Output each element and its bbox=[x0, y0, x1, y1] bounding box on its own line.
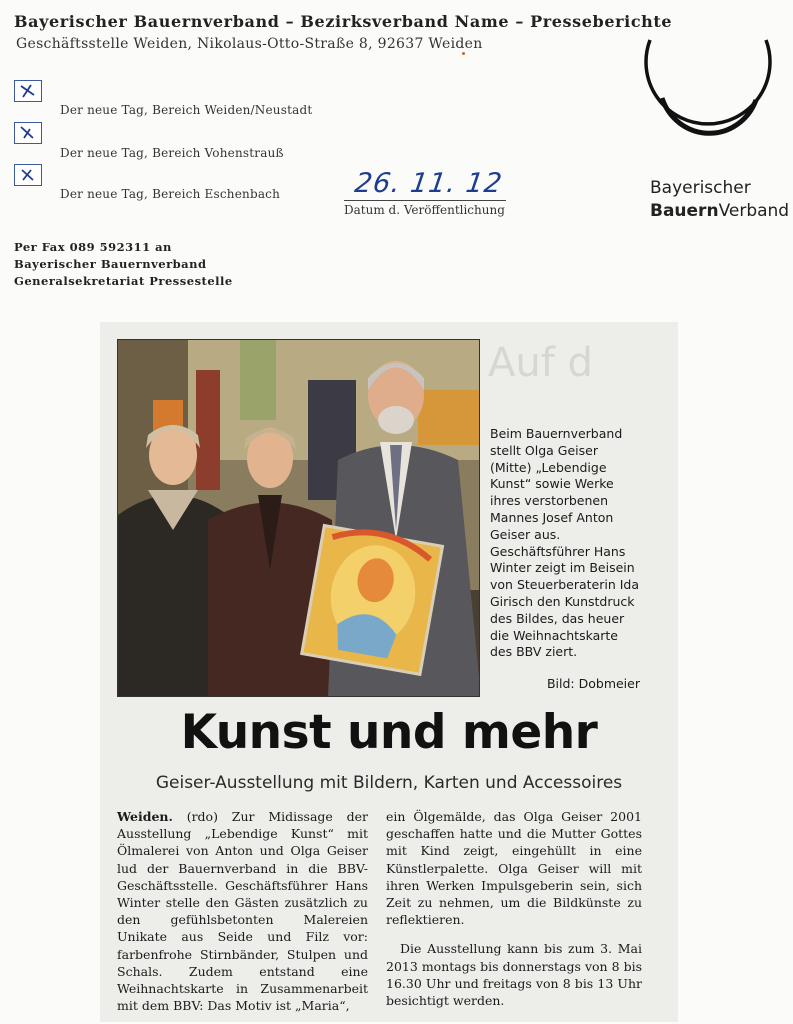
photo-credit: Bild: Dobmeier bbox=[546, 676, 640, 691]
article-column-2 bbox=[386, 808, 642, 1009]
check-mark-icon bbox=[15, 165, 40, 184]
column-2-paragraph-1: ein Ölgemälde, das Olga Geiser 2001 geschaffen hatte und die Mutter Gottes mit Kind zeigt, eingehüllt in eine Künstlerpalette. Olga Geiser will mit ihren Werken Impulsgeberin sein, sich Zeit zu nehmen, um die Bildkünste zu reflektieren. bbox=[386, 809, 642, 928]
logo-text-regular: Verband bbox=[718, 201, 790, 221]
checkbox-eschenbach[interactable] bbox=[14, 164, 42, 186]
option-label-vohenstrauss: Der neue Tag, Bereich Vohenstrauß bbox=[60, 146, 284, 160]
article-photo bbox=[117, 339, 480, 697]
article-headline: Kunst und mehr bbox=[180, 705, 598, 760]
column-1-text: (rdo) Zur Midissage der Ausstellung „Lebendige Kunst“ mit Ölmalerei von Anton und Olga Geiser lud der Bauernverband in die BBV-Geschäftsstelle. Geschäftsführer Hans Winter stelle den Gästen zusätzlich zu den gefühlsbetonten Malereien Unikate aus Seide und Filz vor: farbenfrohe Stirnbänder, Stulpen und Schals. Zudem entstand eine Weihnachtskarte in Zusammenarbeit mit dem BBV: Das Motiv ist „Maria“, bbox=[117, 809, 368, 1014]
date-label: Datum d. Veröffentlichung bbox=[344, 203, 505, 217]
option-label-weiden-neustadt: Der neue Tag, Bereich Weiden/Neustadt bbox=[60, 103, 313, 117]
office-address: Geschäftsstelle Weiden, Nikolaus-Otto-Straße 8, 92637 Weiden bbox=[16, 36, 483, 52]
option-label-eschenbach: Der neue Tag, Bereich Eschenbach bbox=[60, 187, 281, 201]
column-2-paragraph-2: Die Ausstellung kann bis zum 3. Mai 2013 montags bis donnerstags von 8 bis 16.30 Uhr und freitags von 8 bis 13 Uhr besichtigt werden. bbox=[386, 941, 642, 1009]
fax-line: Per Fax 089 592311 an bbox=[14, 240, 172, 254]
fax-department: Generalsekretariat Pressestelle bbox=[14, 274, 233, 288]
date-signature-line bbox=[344, 200, 506, 201]
check-mark-icon bbox=[15, 81, 40, 100]
logo-text-line1: Bayerischer bbox=[650, 178, 751, 198]
article-column-1 bbox=[117, 808, 368, 1014]
fax-recipient: Bayerischer Bauernverband bbox=[14, 257, 207, 271]
crescent-arc-icon bbox=[640, 28, 780, 168]
check-mark-icon bbox=[15, 123, 40, 142]
logo-text-bold: Bauern bbox=[650, 201, 719, 221]
checkbox-vohenstrauss[interactable] bbox=[14, 122, 42, 144]
article-subheadline: Geiser-Ausstellung mit Bildern, Karten und Accessoires bbox=[155, 773, 623, 793]
checkbox-weiden-neustadt[interactable] bbox=[14, 80, 42, 102]
document-title: Bayerischer Bauernverband – Bezirksverband Name – Presseberichte bbox=[14, 12, 673, 31]
handwritten-date: 26. 11. 12 bbox=[352, 168, 505, 199]
logo-text-line2 bbox=[650, 201, 789, 221]
photo-caption: Beim Bauernverband stellt Olga Geiser (Mitte) „Lebendige Kunst“ sowie Werke ihres verstorbenen Mannes Josef Anton Geiser aus. Geschäftsführer Hans Winter zeigt im Beisein von Steuerberaterin Ida Girisch den Kunstdruck des Bildes, das heuer die Weihnachtskarte des BBV ziert. bbox=[490, 426, 640, 660]
bleed-through-text: Auf d bbox=[488, 340, 593, 386]
ink-dot bbox=[462, 52, 465, 55]
dateline: Weiden. bbox=[117, 809, 173, 824]
